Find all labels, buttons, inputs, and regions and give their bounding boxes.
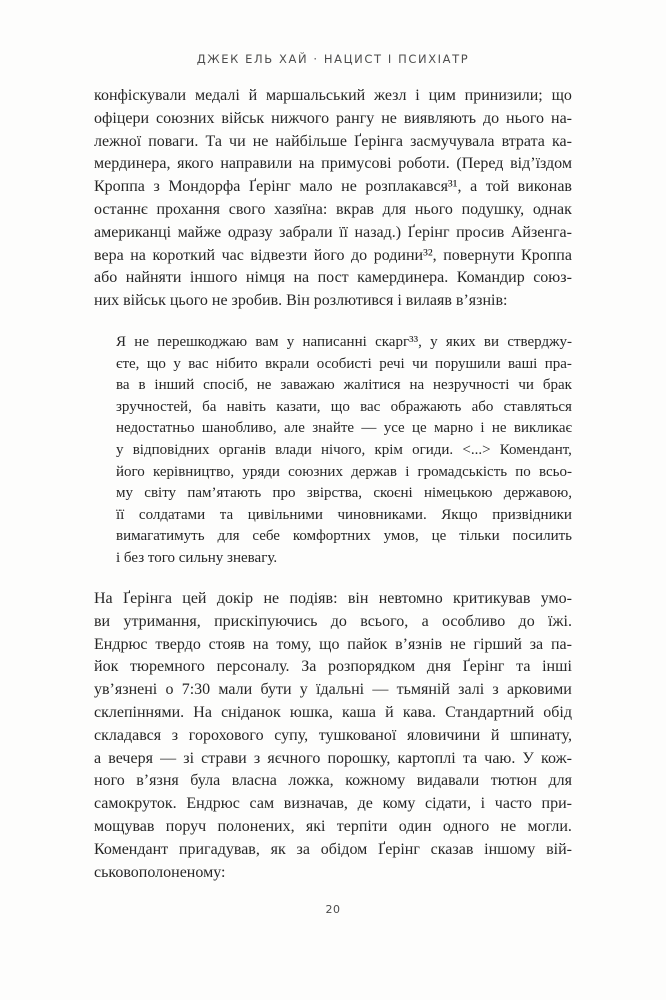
text-line: американці майже одразу забрали її назад.) Ґерінг просив Айзенга- [94,223,572,241]
text-line: Ендрюс твердо стояв на тому, що пайок в’язнів не гірший за па- [94,635,572,653]
text-line: склепіннями. На сніданок юшка, каша й кава. Стандартний обід [94,703,572,721]
text-line: вимагатимуть для себе комфортних умов, це тільки посилить [116,528,572,545]
text-line: зручностей, ба навіть казати, що вас ображають або ставляться [116,398,572,415]
text-line: або найняти іншого німця на пост камердинера. Командир союз- [94,269,572,287]
text-line: Кроппа з Мондорфа Ґерінг мало не розплакався³¹, а той виконав [94,178,572,196]
text-line: му світу пам’ятають про звірства, скоєні німецькою державою, [116,485,572,502]
text-line: мощував поруч полонених, які терпіти один одного не могли. [94,817,572,835]
block-quote [116,332,572,570]
text-line: ув’язнені о 7:30 мали бути у їдальні — тьмяній залі з арковими [94,681,572,699]
text-line: ва в інший спосіб, не заважаю жалітися на незручності чи брак [116,377,572,394]
text-line: складався з горохового супу, тушкованої яловичини й шпинату, [94,726,572,744]
text-line: офіцери союзних військ нижчого рангу не виявляють до нього на- [94,109,572,127]
running-header: ДЖЕК ЕЛЬ ХАЙ · НАЦИСТ І ПСИХІАТР [196,52,470,66]
page-number: 20 [325,903,341,916]
text-line: єте, що у вас нібито вкрали особисті речі чи порушили ваші пра- [116,355,572,372]
text-line: лежної поваги. Та чи не найбільше Ґерінга засмучувала втрата ка- [94,132,572,150]
text-line: них військ цього не зробив. Він розлютився і вилаяв в’язнів: [94,292,508,310]
text-line: самокруток. Ендрюс сам визначав, де кому сідати, і часто при- [94,795,572,813]
paragraph-continuation [94,85,572,313]
paragraph [94,588,572,884]
text-line: мердинера, якого направили на примусові роботи. (Перед від’їздом [94,155,572,173]
text-line: Комендант пригадував, як за обідом Ґерінг сказав іншому вій- [94,840,572,858]
text-line: вера на короткий час відвезти його до родини³², повернути Кроппа [94,246,572,264]
text-line: ви утримання, прискіпуючись до всього, а особливо до їжі. [94,612,572,630]
text-line: і без того сильну зневагу. [116,549,278,566]
text-line: йок тюремного персоналу. За розпорядком дня Ґерінг та інші [94,658,572,676]
text-line: останнє прохання свого хазяїна: вкрав для нього подушку, однак [94,200,572,218]
text-line: недостатньо шанобливо, але знайте — усе це марно і не викликає [116,420,572,437]
text-line: На Ґерінга цей докір не подіяв: він невтомно критикував умо- [94,590,572,607]
text-line: його керівництво, уряди союзних держав і громадськість по всьо- [116,463,572,480]
text-line: ськовополоненому: [94,863,226,881]
text-line: Я не перешкоджаю вам у написанні скарг³³, у яких ви стверджу- [116,334,572,350]
text-line: ного в’язня була власна ложка, кожному видавали тютюн для [94,772,572,790]
text-line: а вечеря — зі страви з яєчного порошку, картоплі та чаю. У кож- [94,749,572,767]
text-line: у відповідних органів влади нічого, крім огиди. <...> Комендант, [116,441,572,458]
text-line: конфіскували медалі й маршальський жезл і цим принизили; що [94,87,572,104]
text-line: її солдатами та цивільними чиновниками. Якщо призвідники [116,506,572,523]
